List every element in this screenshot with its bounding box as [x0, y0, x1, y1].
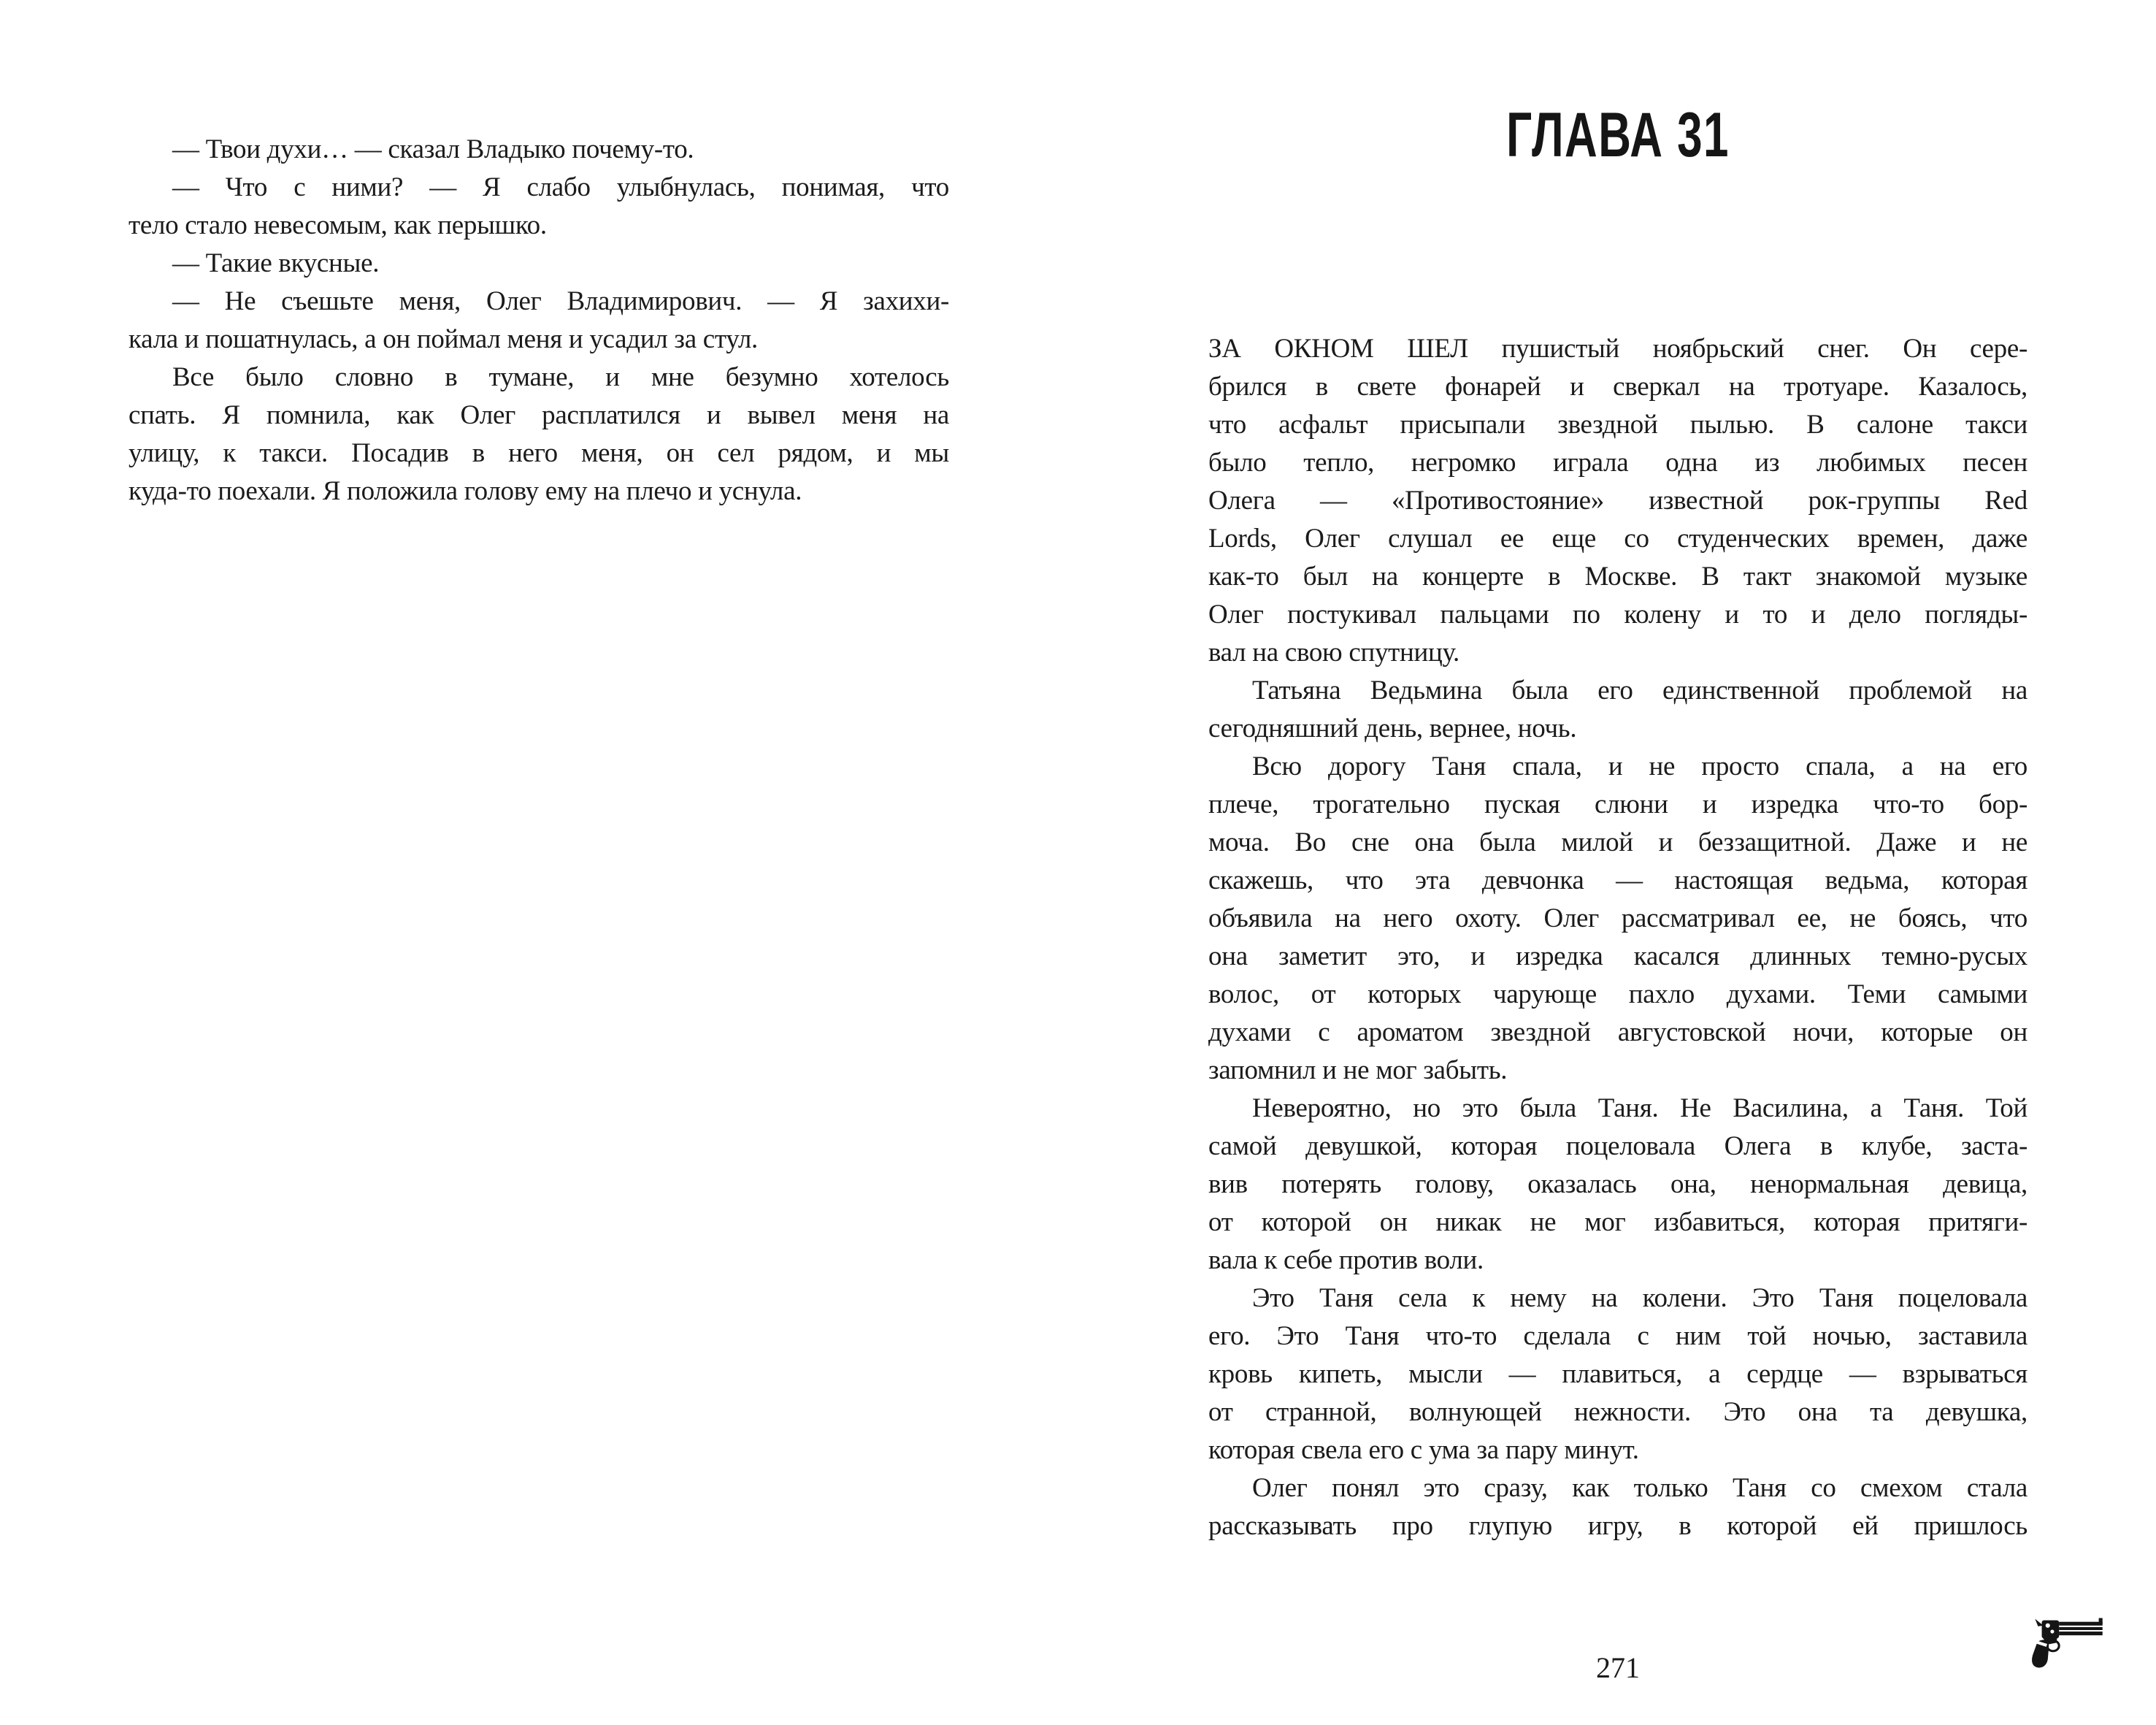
text-line: улицу, к такси. Посадив в него меня, он сел рядом, и мы — [128, 438, 949, 468]
text-line: Олег постукивал пальцами по колену и то и дело погляды- — [1208, 600, 2028, 630]
text-line: Все было словно в тумане, и мне безумно хотелось — [172, 362, 949, 392]
text-line: кровь кипеть, мысли — плавиться, а сердце — взрываться — [1208, 1359, 2028, 1389]
text-line: — Такие вкусные. — [172, 248, 380, 278]
right-page — [1078, 0, 2156, 1725]
text-line: Всю дорогу Таня спала, и не просто спала, а на его — [1252, 751, 2028, 781]
text-line: духами с ароматом звездной августовской ночи, которые он — [1208, 1017, 2028, 1047]
text-line: плече, трогательно пуская слюни и изредка что-то бор- — [1208, 789, 2028, 819]
text-line: кала и пошатнулась, а он поймал меня и усадил за стул. — [128, 324, 758, 354]
chapter-heading: ГЛАВА 31 — [1506, 100, 1730, 170]
text-line: спать. Я помнила, как Олег расплатился и вывел меня на — [128, 400, 949, 430]
text-line: куда-то поехали. Я положила голову ему на плечо и уснула. — [128, 476, 802, 506]
text-line: вала к себе против воли. — [1208, 1245, 1484, 1275]
text-line: было тепло, негромко играла одна из любимых песен — [1208, 448, 2028, 478]
text-line: — Не съешьте меня, Олег Владимирович. — Я захихи- — [172, 286, 949, 316]
text-line: она заметит это, и изредка касался длинных темно-русых — [1208, 941, 2028, 971]
text-line: Олег понял это сразу, как только Таня со смехом стала — [1252, 1473, 2028, 1503]
text-line: брился в свете фонарей и сверкал на тротуаре. Казалось, — [1208, 372, 2028, 402]
text-line: Олега — «Противостояние» известной рок-группы Red — [1208, 486, 2028, 516]
text-line: — Твои духи… — сказал Владыко почему-то. — [172, 134, 694, 164]
text-line: от странной, волнующей нежности. Это она та девушка, — [1208, 1397, 2028, 1427]
text-line: его. Это Таня что-то сделала с ним той ночью, заставила — [1208, 1321, 2028, 1351]
text-line: моча. Во сне она была милой и беззащитной. Даже и не — [1208, 827, 2028, 857]
text-line: ЗА ОКНОМ ШЕЛ пушистый ноябрьский снег. Он сере- — [1208, 334, 2028, 364]
text-line: вал на свою спутницу. — [1208, 638, 1459, 668]
text-line: Невероятно, но это была Таня. Не Василина, а Таня. Той — [1252, 1093, 2028, 1123]
page-number: 271 — [1596, 1651, 1640, 1684]
revolver-icon — [2026, 1617, 2110, 1672]
text-line: волос, от которых чарующе пахло духами. Теми самыми — [1208, 979, 2028, 1009]
text-line: сегодняшний день, вернее, ночь. — [1208, 714, 1577, 743]
text-line: вив потерять голову, оказалась она, ненормальная девица, — [1208, 1169, 2028, 1199]
right-page-text — [1208, 330, 2028, 1545]
text-line: Это Таня села к нему на колени. Это Таня поцеловала — [1252, 1283, 2028, 1313]
text-line: как-то был на концерте в Москве. В такт знакомой музыке — [1208, 562, 2028, 592]
text-line: от которой он никак не мог избавиться, которая притяги- — [1208, 1207, 2028, 1237]
text-line: Татьяна Ведьмина была его единственной проблемой на — [1252, 676, 2028, 705]
left-page-text — [128, 131, 949, 510]
text-line: что асфальт присыпали звездной пылью. В салоне такси — [1208, 410, 2028, 440]
text-line: тело стало невесомым, как перышко. — [128, 210, 547, 240]
text-line: самой девушкой, которая поцеловала Олега в клубе, заста- — [1208, 1131, 2028, 1161]
text-line: скажешь, что эта девчонка — настоящая ведьма, которая — [1208, 865, 2028, 895]
text-line: рассказывать про глупую игру, в которой ей пришлось — [1208, 1511, 2028, 1541]
text-line: которая свела его с ума за пару минут. — [1208, 1435, 1639, 1465]
text-line: — Что с ними? — Я слабо улыбнулась, понимая, что — [172, 172, 949, 202]
text-line: запомнил и не мог забыть. — [1208, 1055, 1508, 1085]
text-line: Lords, Олег слушал ее еще со студенческих времен, даже — [1208, 524, 2028, 554]
text-line: объявила на него охоту. Олег рассматривал ее, не боясь, что — [1208, 903, 2028, 933]
